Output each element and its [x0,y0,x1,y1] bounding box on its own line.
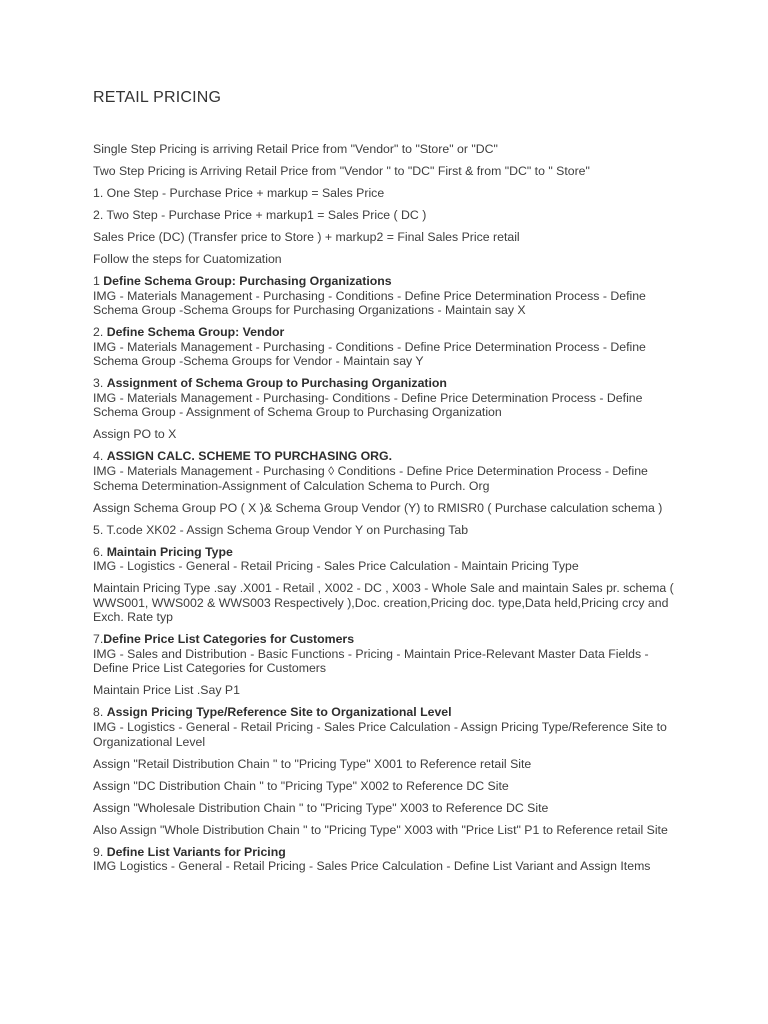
step-path: IMG - Materials Management - Purchasing ◊ Conditions - Define Price Determination Process - Define Schema Determination-Assignment of Calculation Schema to Purch. Org [93,464,648,493]
step-title: Assignment of Schema Group to Purchasing Organization [106,376,447,391]
step-note: Also Assign "Whole Distribution Chain " to "Pricing Type" X003 with "Price List" P1 to Reference retail Site [93,822,668,837]
step-note: Assign "DC Distribution Chain " to "Pricing Type" X002 to Reference DC Site [93,778,509,793]
step-title: ASSIGN CALC. SCHEME TO PURCHASING ORG. [106,449,393,464]
step-heading [93,705,683,720]
step-number: 1 [93,273,104,288]
intro-line: 2. Two Step - Purchase Price + markup1 = Sales Price ( DC ) [93,207,427,222]
step-note: Assign Schema Group PO ( X )& Schema Group Vendor (Y) to RMISR0 ( Purchase calculation schema ) [93,500,663,515]
step-number: 3. [93,376,107,391]
step-heading [93,632,683,647]
step-title: Define Schema Group: Purchasing Organizations [103,273,392,288]
intro-line: Two Step Pricing is Arriving Retail Price from "Vendor " to "DC" First & from "DC" to " Store" [93,163,590,178]
step-heading [93,274,683,289]
step-title: Define List Variants for Pricing [106,844,286,859]
step-title: Define Schema Group: Vendor [106,325,285,340]
step-title: Maintain Pricing Type [106,544,233,559]
step-note: Maintain Price List .Say P1 [93,683,240,698]
step-note: Assign "Wholesale Distribution Chain " to "Pricing Type" X003 to Reference DC Site [93,800,549,815]
step-heading [93,845,683,860]
step-path: IMG - Materials Management - Purchasing - Conditions - Define Price Determination Process - Define Schema Group -Schema Groups for Vendor - Maintain say Y [93,339,646,369]
step-number: 8. [93,705,107,720]
step-path: IMG - Sales and Distribution - Basic Functions - Pricing - Maintain Price-Relevant Master Data Fields - Define Price List Categories for Customers [93,646,649,676]
step-number: 7. [93,632,104,647]
step-number: 2. [93,325,107,340]
intro-line: Sales Price (DC) (Transfer price to Store ) + markup2 = Final Sales Price retail [93,229,520,244]
step-note: Assign PO to X [93,427,177,442]
step-title: Define Price List Categories for Customers [103,632,355,647]
step-title: Assign Pricing Type/Reference Site to Organizational Level [106,705,452,720]
intro-line: Follow the steps for Cuatomization [93,251,282,266]
step-note: Maintain Pricing Type .say .X001 - Retail , X002 - DC , X003 - Whole Sale and maintain Sales pr. schema ( WWS001, WWS002 & WWS003 Respectively ),Doc. creation,Pricing doc. type,Data held,Pricing crcy and Exch. Rate typ [93,581,674,625]
step-heading [93,545,683,560]
step-path: IMG - Materials Management - Purchasing - Conditions - Define Price Determination Process - Define Schema Group -Schema Groups for Purchasing Organizations - Maintain say X [93,288,646,318]
step-note: 5. T.code XK02 - Assign Schema Group Vendor Y on Purchasing Tab [93,522,469,537]
step-note: Assign "Retail Distribution Chain " to "Pricing Type" X001 to Reference retail Site [93,756,532,771]
step-heading [93,325,683,340]
step-heading [93,376,683,391]
step-heading [93,449,683,464]
step-path: IMG - Materials Management - Purchasing- Conditions - Define Price Determination Process - Define Schema Group - Assignment of Schema Group to Purchasing Organization [93,390,643,420]
document-page [93,88,683,881]
step-path: IMG - Logistics - General - Retail Pricing - Sales Price Calculation - Maintain Pricing Type [93,559,579,574]
step-path: IMG Logistics - General - Retail Pricing - Sales Price Calculation - Define List Variant and Assign Items [93,859,651,874]
intro-line: 1. One Step - Purchase Price + markup = Sales Price [93,185,385,200]
page-title: RETAIL PRICING [93,89,222,106]
step-number: 4. [93,449,107,464]
step-number: 9. [93,844,107,859]
intro-line: Single Step Pricing is arriving Retail Price from "Vendor" to "Store" or "DC" [93,142,498,156]
step-path: IMG - Logistics - General - Retail Pricing - Sales Price Calculation - Assign Pricing Type/Reference Site to Organizational Level [93,720,667,749]
step-number: 6. [93,544,107,559]
